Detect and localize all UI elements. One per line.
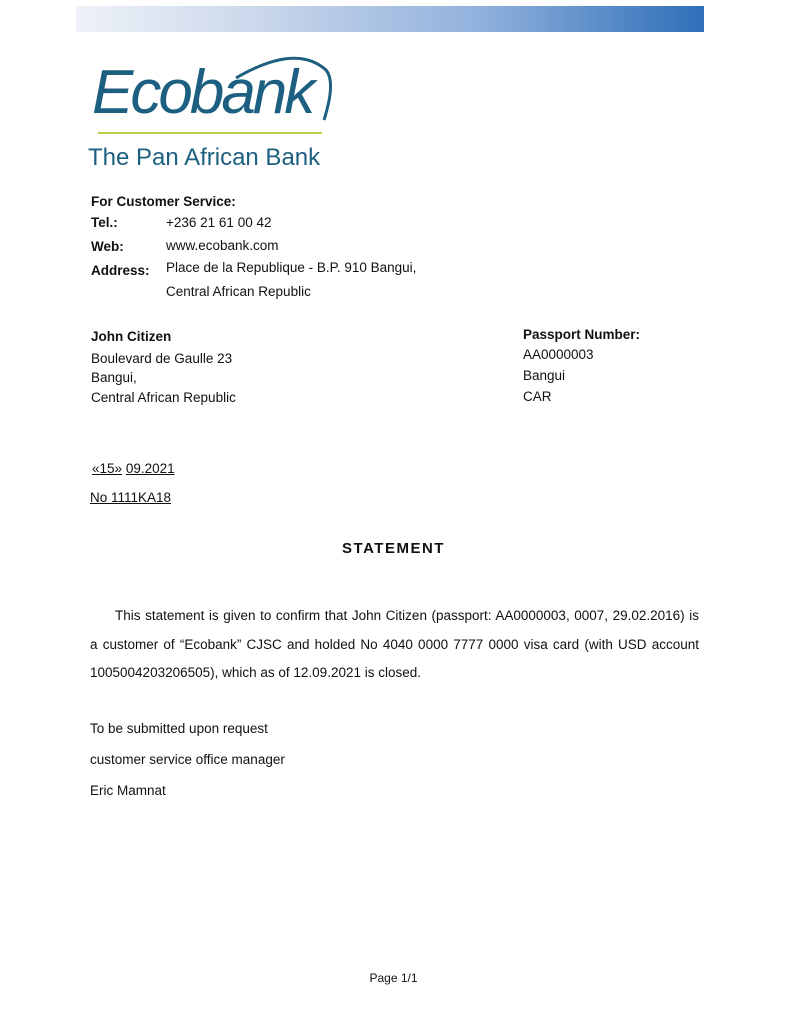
customer-address-1: Boulevard de Gaulle 23 [91,351,233,366]
document-title: STATEMENT [342,540,445,557]
web-value: www.ecobank.com [166,238,279,253]
address-line-2: Central African Republic [166,284,311,299]
signatory-title: customer service office manager [90,752,285,767]
service-heading: For Customer Service: [91,194,236,209]
logo-underline [98,132,322,134]
submit-line: To be submitted upon request [90,721,268,736]
date-day: «15» [92,461,123,476]
document-date [92,460,175,478]
customer-name: John Citizen [91,329,172,344]
header-banner [76,6,704,32]
date-month-year: 09.2021 [125,461,175,476]
passport-number: AA0000003 [523,347,594,362]
signatory-name: Eric Mamnat [90,783,166,798]
passport-heading: Passport Number: [523,327,641,342]
ecobank-logo [86,48,346,178]
tel-label: Tel.: [91,215,118,230]
web-label: Web: [91,239,124,254]
statement-body: This statement is given to confirm that John Citizen (passport: AA0000003, 0007, 29.02.2016) is a customer of “Ecobank” CJSC and holded No 4040 0000 7777 0000 visa card (with USD account 1005004203206505), which as of 12.09.2021 is closed. [90,608,699,680]
passport-line-2: Bangui [523,368,566,383]
logo-wordmark: Ecobank [92,58,313,127]
customer-address-3: Central African Republic [91,390,236,405]
customer-address-2: Bangui, [91,370,137,385]
address-line-1: Place de la Republique - B.P. 910 Bangui, [166,260,417,275]
reference-number: No 1111KA18 [90,490,172,505]
passport-line-3: CAR [523,389,552,404]
page-number: Page 1/1 [369,971,418,985]
tel-value: +236 21 61 00 42 [166,215,272,230]
address-label: Address: [91,263,150,278]
logo-tagline: The Pan African Bank [88,144,321,171]
